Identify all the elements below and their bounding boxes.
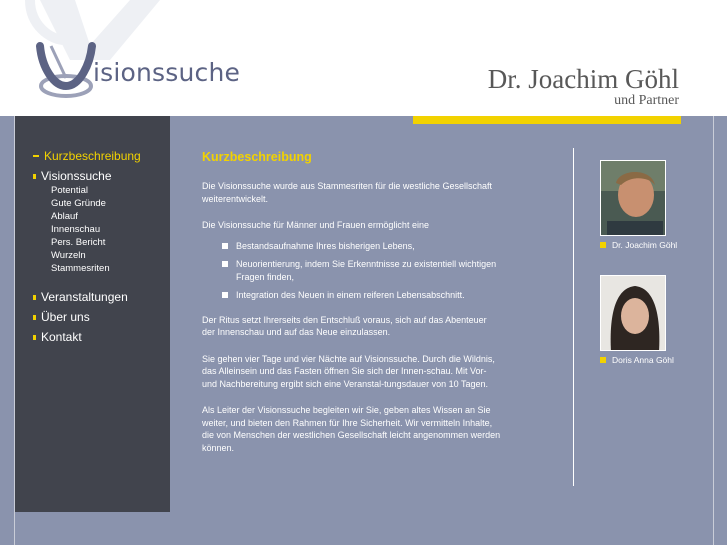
list-item xyxy=(222,258,502,283)
person-name-text: Doris Anna Göhl xyxy=(612,355,674,365)
paragraph: Sie gehen vier Tage und vier Nächte auf Visionssuche. Durch die Wildnis, das Alleinsein und das Fasten öffnen Sie sich der Innen-schau. Mit Vor- und Nachbereitung ergibt sich eine Veranstal-tungsdauer von 10 Tagen. xyxy=(202,353,495,389)
list-item-text: Bestandsaufnahme Ihres bisherigen Lebens, xyxy=(236,240,415,251)
paragraph: Der Ritus setzt Ihrerseits den Entschluß voraus, sich auf das Abenteuer der Innenschau und auf das Neue einzulassen. xyxy=(202,314,487,337)
nav-item-kontakt[interactable] xyxy=(33,327,141,347)
person-card xyxy=(600,160,700,250)
subnav-item-gute-gruende[interactable]: Gute Gründe xyxy=(51,198,106,209)
nav-item-label: Kontakt xyxy=(41,330,82,344)
nav-item-label: Veranstaltungen xyxy=(41,290,128,304)
page-title: Kurzbeschreibung xyxy=(202,150,312,164)
person-photo xyxy=(600,275,666,351)
paragraph: Die Visionssuche wurde aus Stammesriten für die westliche Gesellschaft weiterentwickelt. xyxy=(202,181,492,204)
person-name-text: Dr. Joachim Göhl xyxy=(612,240,678,250)
bullet-icon xyxy=(33,155,39,157)
main-nav xyxy=(33,146,141,347)
nav-item-kurzbeschreibung[interactable] xyxy=(33,146,141,166)
header xyxy=(0,0,727,116)
subnav-item-wurzeln[interactable]: Wurzeln xyxy=(51,250,86,261)
subnav-item-pers-bericht[interactable]: Pers. Bericht xyxy=(51,237,106,248)
person-card xyxy=(600,275,700,365)
vertical-divider xyxy=(573,148,574,486)
square-bullet-icon xyxy=(600,242,606,248)
square-bullet-icon xyxy=(222,292,228,298)
list-item-text: Neuorientierung, indem Sie Erkenntnisse zu existentiell wichtigen Fragen finden, xyxy=(236,259,497,282)
nav-item-label: Über uns xyxy=(41,310,90,324)
paragraph: Die Visionssuche für Männer und Frauen ermöglicht eine xyxy=(202,220,429,230)
square-bullet-icon xyxy=(222,261,228,267)
nav-item-ueber-uns[interactable] xyxy=(33,307,141,327)
logo-text: isionssuche xyxy=(93,58,241,87)
brand-subtitle: und Partner xyxy=(614,93,679,108)
person-photo xyxy=(600,160,666,236)
list-item xyxy=(222,240,502,253)
list-item-text: Integration des Neuen in einem reiferen Lebensabschnitt. xyxy=(236,290,465,300)
subnav-item-stammesriten[interactable]: Stammesriten xyxy=(51,263,110,274)
sidebar xyxy=(15,116,170,512)
subnav xyxy=(33,184,141,275)
bullet-icon xyxy=(33,315,36,320)
list-item xyxy=(222,289,502,302)
nav-item-label: Kurzbeschreibung xyxy=(44,149,141,163)
accent-bar xyxy=(413,116,681,124)
subnav-item-ablauf[interactable]: Ablauf xyxy=(51,211,78,222)
nav-item-label: Visionssuche xyxy=(41,169,112,183)
main-content xyxy=(202,150,502,468)
subnav-item-potential[interactable]: Potential xyxy=(51,185,88,196)
nav-item-veranstaltungen[interactable] xyxy=(33,287,141,307)
bullet-icon xyxy=(33,174,36,179)
bullet-icon xyxy=(33,295,36,300)
bullet-list xyxy=(222,240,502,302)
person-name xyxy=(600,240,700,250)
bullet-icon xyxy=(33,335,36,340)
person-name xyxy=(600,355,700,365)
square-bullet-icon xyxy=(222,243,228,249)
nav-item-visionssuche[interactable] xyxy=(33,166,141,186)
subnav-item-innenschau[interactable]: Innenschau xyxy=(51,224,101,235)
paragraph: Als Leiter der Visionssuche begleiten wir Sie, geben altes Wissen an Sie weiter, und bieten den Rahmen für Ihre Sicherheit. Wir vermitteln Inhalte, die von Menschen der westlichen Gesellschaft leicht angenommen werden können. xyxy=(202,405,501,453)
square-bullet-icon xyxy=(600,357,606,363)
brand-name: Dr. Joachim Göhl xyxy=(487,64,679,94)
